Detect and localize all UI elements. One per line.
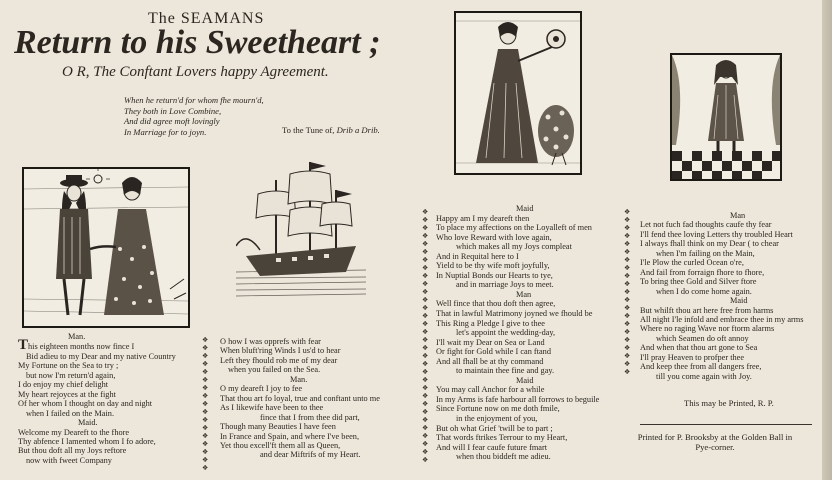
verse-line: To bring thee Gold and Silver ftore xyxy=(640,277,757,287)
verse-line: As I likewife have been to thee xyxy=(220,403,324,413)
verse-line: Of her whom I thought on day and night xyxy=(18,399,153,409)
verse-line: This eighteen months now fince I xyxy=(18,337,135,354)
page-edge xyxy=(822,0,832,480)
imprint xyxy=(620,432,810,452)
title-line-2: Return to his Sweetheart ; xyxy=(14,24,381,61)
couple-woodcut xyxy=(22,167,190,328)
verse-line: in the enjoyment of you, xyxy=(456,414,538,424)
verse-line: now with fweet Company xyxy=(26,455,112,465)
verse-line: and in marriage Joys to meet. xyxy=(456,280,554,290)
verse-line: And all fhall be at thy command xyxy=(436,356,544,366)
speaker-label: Man. xyxy=(68,332,86,341)
verse-line: Thy abfence I lamented whom I fo adore, xyxy=(18,436,156,446)
gentleman-woodcut xyxy=(670,53,782,181)
verse-line: Let not fuch fad thoughts caufe thy fear xyxy=(640,220,772,230)
verse-column-3 xyxy=(436,204,599,462)
verse-line: Since Fortune now on me doth fmile, xyxy=(436,404,560,414)
ornament-border-2: ❖ ❖ ❖ ❖ ❖ ❖ ❖ ❖ ❖ ❖ ❖ ❖ ❖ ❖ ❖ ❖ ❖ ❖ ❖ ❖ ❖ ❖ ❖ ❖ ❖ ❖ ❖ ❖ ❖ ❖ ❖ ❖ xyxy=(422,208,429,464)
subtitle: O R, The Conftant Lovers happy Agreement. xyxy=(62,64,329,80)
gentleman-woodcut-image xyxy=(672,55,780,179)
verse-line: But thou doft all my Joys reftore xyxy=(18,446,127,456)
verse-line: Though many Beauties I have feen xyxy=(220,422,336,432)
verse-line: In Nuptial Bonds our Hearts to tye, xyxy=(436,270,553,280)
verse-line: Or fight for Gold while I can ftand xyxy=(436,347,551,357)
verse-line: let's appoint the wedding-day, xyxy=(456,328,556,338)
verse-line: But whilft thou art here free from harms xyxy=(640,305,774,315)
verse-line: That thou art fo loyal, true and conftant unto me xyxy=(220,393,380,403)
speaker-label: Maid. xyxy=(78,418,98,428)
imprint-line: Printed for P. Brooksby at the Golden Ball in xyxy=(637,432,793,442)
verse-line: O my deareft I joy to fee xyxy=(220,384,303,394)
verse-line: O how I was opprefs with fear xyxy=(220,337,321,346)
imprint-rule xyxy=(640,424,812,425)
verse-line: which makes all my Joys compleat xyxy=(456,242,572,252)
verse-line: which Seamen do oft annoy xyxy=(656,333,749,343)
verse-line: And in Requital here to I xyxy=(436,251,519,261)
ship-woodcut xyxy=(236,160,366,300)
verse-column-2 xyxy=(220,337,380,460)
tune-prefix: To the Tune of, xyxy=(282,125,335,135)
verse-column-4 xyxy=(640,211,803,381)
verse-line: You may call Anchor for a while xyxy=(436,385,545,395)
speaker-label: Man xyxy=(516,289,532,299)
verse-line: and dear Miftrifs of my Heart. xyxy=(260,450,361,460)
verse-line: In France and Spain, and where I've been, xyxy=(220,431,360,441)
verse-line: Yet thou excell'ft them all as Queen, xyxy=(220,440,341,450)
verse-line: That in lawful Matrimony joyned we fhould be xyxy=(436,309,593,319)
verse-line: And fail from forraign fhore to fhore, xyxy=(640,267,765,277)
intro-line: And did agree moft lovingly xyxy=(124,116,220,126)
speaker-label: Maid xyxy=(516,204,534,213)
ornament-border-3: ❖ ❖ ❖ ❖ ❖ ❖ ❖ ❖ ❖ ❖ ❖ ❖ ❖ ❖ ❖ ❖ ❖ ❖ ❖ ❖ ❖ xyxy=(624,208,631,376)
verse-line: I always fhall think on my Dear ( to chear xyxy=(640,239,779,249)
verse-line: Well fince that thou doft then agree, xyxy=(436,299,556,309)
verse-line: when thou biddeft me adieu. xyxy=(456,452,551,462)
verse-line: Happy am I my deareft then xyxy=(436,213,530,223)
verse-line: Who love Reward with love again, xyxy=(436,232,552,242)
verse-line: That words ftrikes Terrour to my Heart, xyxy=(436,433,568,443)
verse-line: I'll pray Heaven to profper thee xyxy=(640,352,745,362)
speaker-label: Man. xyxy=(290,374,308,384)
verse-line: fince that I from thee did part, xyxy=(260,412,360,422)
verse-line: I do enjoy my chief delight xyxy=(18,380,109,390)
verse-line: This Ring a Pledge I give to thee xyxy=(436,318,545,328)
ship-woodcut-image xyxy=(236,160,366,300)
verse-line: when I'm failing on the Main, xyxy=(656,248,755,258)
lady-peacock-woodcut-image xyxy=(456,13,580,173)
verse-line: I'll wait my Dear on Sea or Land xyxy=(436,337,545,347)
verse-line: And will I fear caufe future fmart xyxy=(436,442,548,452)
verse-line: I'll fend thee loving Letters thy troubled Heart xyxy=(640,229,793,239)
intro-line: In Marriage for to joyn. xyxy=(124,126,207,137)
verse-line: when I do come home again. xyxy=(656,286,752,296)
verse-line: I'le Plow the curled Ocean o're, xyxy=(640,258,744,268)
verse-line: but now I'm return'd again, xyxy=(26,370,116,380)
verse-line: Welcome my Deareft to the fhore xyxy=(18,427,130,437)
verse-line: when you failed on the Sea. xyxy=(228,365,321,375)
verse-line: Left they fhould rob me of my dear xyxy=(220,355,338,365)
imprint-line: Pye-corner. xyxy=(695,442,735,452)
ornament-border-1: ❖ ❖ ❖ ❖ ❖ ❖ ❖ ❖ ❖ ❖ ❖ ❖ ❖ ❖ ❖ ❖ ❖ xyxy=(202,336,209,472)
printing-licence: This may be Printed, R. P. xyxy=(684,398,774,408)
tune-name: Drib a Drib. xyxy=(336,125,380,135)
verse-line: Where no raging Wave nor ftorm alarms xyxy=(640,324,775,334)
speaker-label: Man xyxy=(730,211,746,220)
verse-line: To place my affections on the Loyalleft of men xyxy=(436,223,592,233)
speaker-label: Maid xyxy=(730,296,748,306)
intro-verse xyxy=(124,95,264,137)
verse-line: My Fortune on the Sea to try ; xyxy=(18,361,119,371)
verse-line: When bluft'ring Winds I us'd to hear xyxy=(220,346,341,356)
drop-cap: T xyxy=(18,337,29,354)
verse-line: All night I'le infold and embrace thee in my arms xyxy=(640,314,804,324)
verse-line: My heart rejoyces at the fight xyxy=(18,389,116,399)
verse-line: And keep thee from all dangers free, xyxy=(640,362,762,372)
intro-line: They both in Love Combine, xyxy=(124,105,222,116)
verse-line: when I failed on the Main. xyxy=(26,408,115,418)
intro-line: When he return'd for whom fhe mourn'd, xyxy=(124,95,264,105)
title-line-1: The SEAMANS xyxy=(148,10,265,27)
speaker-label: Maid xyxy=(516,375,534,385)
couple-woodcut-image xyxy=(24,169,188,326)
verse-line: till you come again with Joy. xyxy=(656,371,752,381)
verse-line: And when that thou art gone to Sea xyxy=(640,343,758,353)
verse-line: to maintain thee fine and gay. xyxy=(456,366,555,376)
tune-line xyxy=(282,125,380,135)
verse-line: But oh what Grief 'twill be to part ; xyxy=(436,423,553,433)
verse-line: Bid adieu to my Dear and my native Country xyxy=(26,351,176,361)
verse-column-1 xyxy=(18,332,176,465)
verse-line: Yield to be thy wife moft joyfully, xyxy=(436,261,550,271)
lady-peacock-woodcut xyxy=(454,11,582,175)
verse-line: In my Arms is fafe harbour all forrows to beguile xyxy=(436,394,600,404)
